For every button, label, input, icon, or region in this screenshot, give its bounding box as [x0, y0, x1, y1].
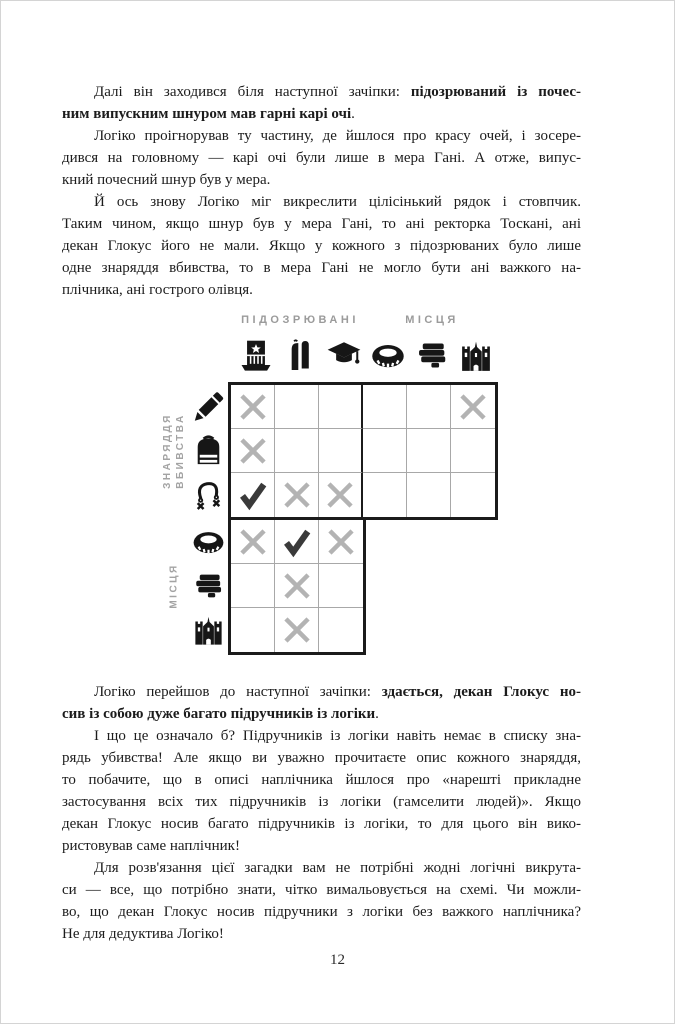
grid-cell	[363, 385, 407, 429]
grid-cell	[231, 608, 275, 652]
x-mark	[236, 390, 270, 424]
row-group-label-line: ЗНАРЯДДЯ	[162, 413, 173, 489]
x-mark	[236, 525, 270, 559]
grid-cell	[319, 564, 363, 608]
pencil-icon	[191, 390, 226, 425]
text-line: Й ось знову Логіко міг викреслити цілісінький рядок і стовпчик.	[94, 194, 581, 210]
grid-cell	[275, 520, 319, 564]
text-line: І що це означало б? Підручників із логіки навіть немає в списку зна-	[94, 728, 581, 744]
row-group-label-weapons	[161, 413, 187, 489]
text-line: си — все, що потрібно знати, чітко вимальовується на схемі. Чи можли-	[62, 882, 581, 898]
x-mark	[280, 478, 314, 512]
books-icon	[191, 569, 226, 604]
grid-cell	[451, 385, 495, 429]
grid-cell	[451, 429, 495, 473]
text-line: Таким чином, якщо шнур був у мера Гані, то ані ректорка Тоскані, ані	[62, 216, 581, 232]
text-line: Логіко проігнорував ту частину, де йшлося про красу очей, і зосере-	[94, 128, 581, 144]
paragraph	[62, 125, 581, 191]
grid-cell	[275, 564, 319, 608]
x-mark	[324, 525, 358, 559]
grid-cell	[275, 429, 319, 473]
grid-cell	[407, 473, 451, 517]
x-mark	[236, 434, 270, 468]
grid-cell	[275, 385, 319, 429]
grid-cell	[319, 520, 363, 564]
text-line: одне знаряддя вбивства, то в мера Гані не могло бути ані важкого на-	[62, 260, 581, 276]
grid-cell	[231, 473, 275, 517]
stadium-icon	[370, 337, 407, 374]
grid-cell	[319, 608, 363, 652]
text-line: кний почесний шнур був у мера.	[62, 172, 271, 188]
grid-cell	[231, 520, 275, 564]
check-mark	[236, 478, 270, 512]
stadium-icon	[191, 525, 226, 560]
text-line: ристовував саме наплічник!	[62, 838, 240, 854]
x-mark	[323, 478, 357, 512]
grid-cell	[319, 473, 363, 517]
bottom-paragraphs	[62, 681, 581, 945]
grid-cell	[407, 385, 451, 429]
books-icon	[414, 337, 451, 374]
text-line: рядь убивства! Але якщо ви уважно прочитаєте опис кожного знаряддя,	[62, 750, 581, 766]
paragraph	[62, 725, 581, 857]
paragraph	[62, 81, 581, 125]
grid-cell	[319, 385, 363, 429]
page-number: 12	[330, 952, 345, 968]
text-line: сив із собою дуже багато підручників із логіки.	[62, 706, 379, 722]
grid-cell	[319, 429, 363, 473]
grid-cell	[275, 473, 319, 517]
text-line: Логіко перейшов до наступної зачіпки: здається, декан Глокус но-	[94, 684, 581, 700]
paragraph	[62, 191, 581, 301]
castle-icon	[191, 613, 226, 648]
paragraph	[62, 857, 581, 945]
stole-icon	[282, 337, 319, 374]
graduation-cap-icon	[326, 337, 363, 374]
grid-cell	[275, 608, 319, 652]
text-line: декан Глокус його не мали. Якщо у кожного з підозрюваних було лише	[62, 238, 581, 254]
text-line: дився на головному — карі очі були лише в мера Гані. А отже, випус-	[62, 150, 581, 166]
row-group-label-places: МІСЦЯ	[168, 563, 180, 609]
check-mark	[280, 525, 314, 559]
grid-block-places	[228, 517, 366, 655]
x-mark	[456, 390, 490, 424]
paragraph	[62, 681, 581, 725]
text-line: ним випускним шнуром мав гарні карі очі.	[62, 106, 355, 122]
grid-cell	[407, 429, 451, 473]
grid-cell	[363, 473, 407, 517]
grid-cell	[451, 473, 495, 517]
grid-cell	[231, 385, 275, 429]
row-group-label-line: ВБИВСТВА	[175, 413, 186, 489]
x-mark	[280, 569, 314, 603]
column-group-label-places: МІСЦЯ	[405, 314, 459, 326]
top-hat-icon	[238, 337, 275, 374]
text-line: Не для дедуктива Логіко!	[62, 926, 224, 942]
text-line: то побачите, що в описі наплічника йшлося про «нарешті прикладне	[62, 772, 581, 788]
text-line: во, що декан Глокус носив підручники з логіки без важкого наплічника?	[62, 904, 581, 920]
honor-cord-icon	[191, 478, 226, 513]
text-line: плічника, ані гострого олівця.	[62, 282, 253, 298]
grid-block-weapons	[228, 382, 498, 520]
text-line: Для розв'язання цієї загадки вам не потрібні жодні логічні викрута-	[94, 860, 581, 876]
grid-cell	[363, 429, 407, 473]
x-mark	[280, 613, 314, 647]
top-paragraphs	[62, 81, 581, 301]
grid-cell	[231, 429, 275, 473]
castle-icon	[458, 337, 495, 374]
text-line: Далі він заходився біля наступної зачіпки: підозрюваний із почес-	[94, 84, 581, 100]
grid-cell	[231, 564, 275, 608]
text-line: декан Глокус носив багато підручників із логіки, то для цього він вико-	[62, 816, 581, 832]
backpack-icon	[191, 434, 226, 469]
column-group-label-suspects: ПІДОЗРЮВАНІ	[241, 314, 359, 326]
logic-grid	[62, 312, 581, 662]
text-line: застосування всіх тих підручників із логіки (гамселити людей)». Якщо	[62, 794, 581, 810]
